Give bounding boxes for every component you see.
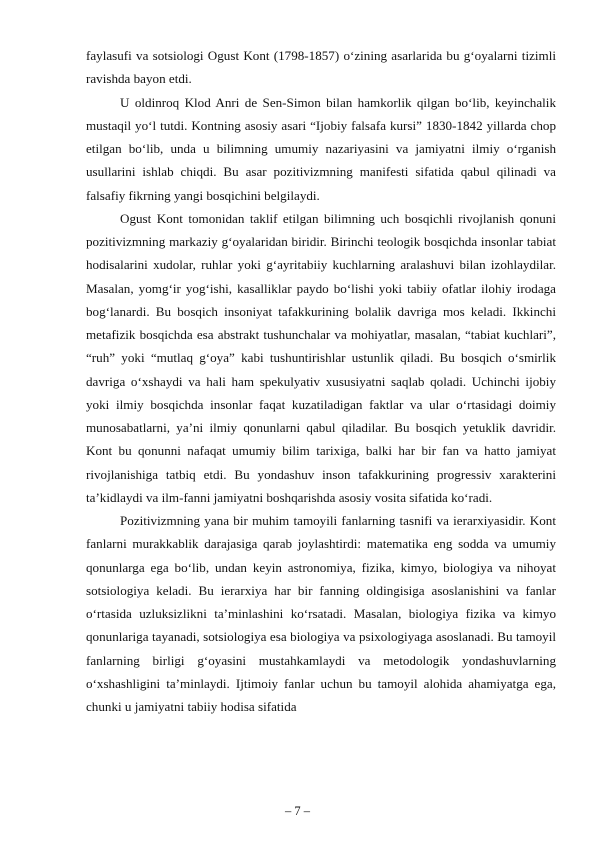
paragraph-3: Ogust Kont tomonidan taklif etilgan bilimning uch bosqichli rivojlanish qonuni pozitivizmning markaziy g‘oyalaridan biridir. Birinchi teologik bosqichda insonlar tabiat hodisalarini xudolar, ruhlar yoki g‘ayritabiiy kuchlarning aralashuvi bilan izohlaydilar. Masalan, yomg‘ir yog‘ishi, kasalliklar paydo bo‘lishi yoki tabiiy ofatlar ilohiy irodaga bog‘lanardi. Bu bosqich insoniyat tafakkurining bolalik davriga mos keladi. Ikkinchi metafizik bosqichda esa abstrakt tushunchalar va mohiyatlar, masalan, “tabiat kuchlari”, “ruh” yoki “mutlaq g‘oya” kabi tushuntirishlar ustunlik qiladi. Bu bosqich o‘smirlik davriga o‘xshaydi va hali ham spekulyativ xususiyatni saqlab qoladi. Uchinchi ijobiy yoki ilmiy bosqichda insonlar faqat kuzatiladigan faktlar va ular o‘rtasidagi doimiy munosabatlarni, ya’ni ilmiy qonunlarni qabul qiladilar. Bu bosqich yetuklik davridir. Kont bu qonunni nafaqat umumiy bilim tarixiga, balki har bir fan va hatto jamiyat rivojlanishiga tatbiq etdi. Bu yondashuv inson tafakkurining progressiv xarakterini ta’kidlaydi va ilm-fanni jamiyatni boshqarishda asosiy vosita sifatida ko‘radi.	[86, 210, 556, 505]
paragraph-4: Pozitivizmning yana bir muhim tamoyili fanlarning tasnifi va ierarxiyasidir. Kont fanlarni murakkablik darajasiga qarab joylashtirdi: matematika eng sodda va umumiy qonunlarga ega bo‘lib, undan keyin astronomiya, fizika, kimyo, biologiya va nihoyat sotsiologiya keladi. Bu ierarxiya har bir fanning oldingisiga asoslanishini va fanlar o‘rtasida uzluksizlikni ta’minlashini ko‘rsatadi. Masalan, biologiya fizika va kimyo qonunlariga tayanadi, sotsiologiya esa biologiya va psixologiyaga asoslanadi. Bu tamoyil fanlarning birligi g‘oyasini mustahkamlaydi va metodologik yondashuvlarning o‘xshashligini ta’minlaydi. Ijtimoiy fanlar uchun bu tamoyil alohida ahamiyatga ega, chunki u jamiyatni tabiiy hodisa sifatida	[86, 513, 556, 714]
paragraph-1: faylasufi va sotsiologi Ogust Kont (1798-1857) o‘zining asarlarida bu g‘oyalarni tizimli ravishda bayon etdi.	[86, 48, 556, 87]
document-body	[86, 44, 556, 718]
paragraph-2: U oldinroq Klod Anri de Sen-Simon bilan hamkorlik qilgan bo‘lib, keyinchalik mustaqil yo‘l tutdi. Kontning asosiy asari “Ijobiy falsafa kursi” 1830-1842 yillarda chop etilgan bo‘lib, unda u bilimning umumiy nazariyasini va jamiyatni ilmiy o‘rganish usullarini ishlab chiqdi. Bu asar pozitivizmning manifesti sifatida qabul qilinadi va falsafiy fikrning yangi bosqichini belgilaydi.	[86, 94, 556, 203]
page-number: – 7 –	[285, 804, 310, 818]
